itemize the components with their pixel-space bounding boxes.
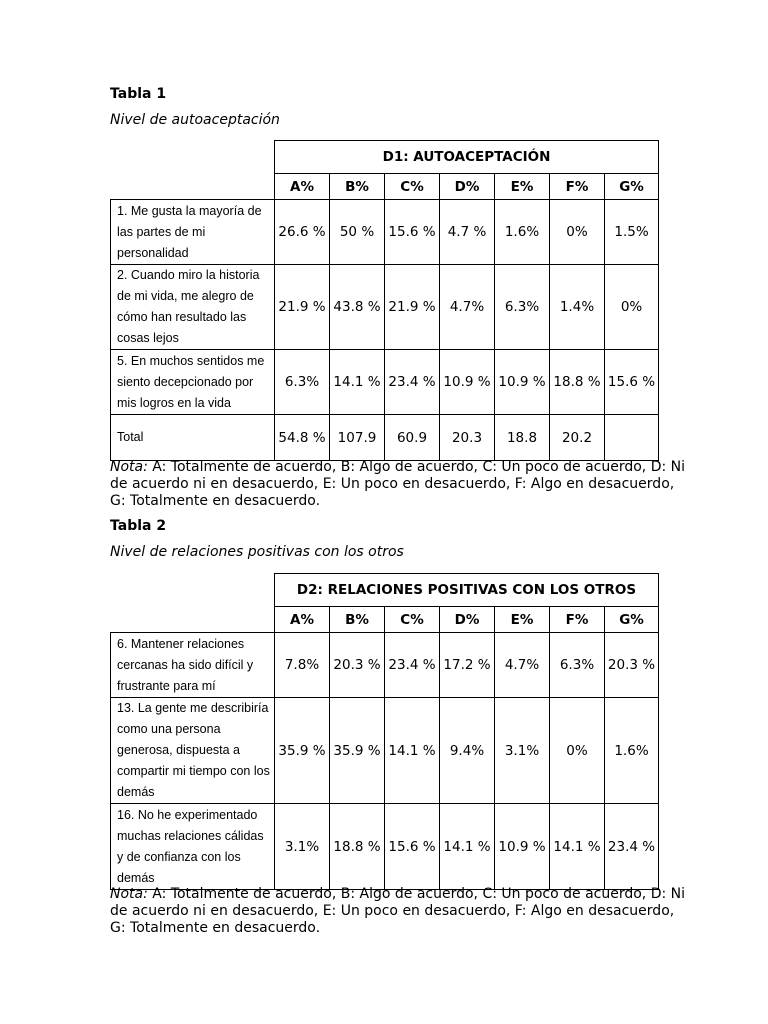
cell-value: 6.3%: [550, 633, 605, 698]
cell-value: 60.9: [385, 415, 440, 461]
cell-value: 10.9 %: [440, 350, 495, 415]
cell-value: 1.6%: [605, 698, 659, 804]
cell-value: 3.1%: [275, 804, 330, 890]
cell-value: 0%: [550, 698, 605, 804]
cell-value: 4.7%: [495, 633, 550, 698]
table2-dimension-header: D2: RELACIONES POSITIVAS CON LOS OTROS: [275, 574, 659, 607]
cell-value: 18.8 %: [330, 804, 385, 890]
cell-value: 6.3%: [495, 265, 550, 350]
note-text: A: Totalmente de acuerdo, B: Algo de acuerdo, C: Un poco de acuerdo, D: Ni de acuerdo ni en desacuerdo, E: Un poco en desacuerdo, F: Algo en desacuerdo, G: Totalmente en desacuerdo.: [110, 886, 686, 936]
table1-col-header: E%: [495, 174, 550, 200]
table2-subtitle: Nivel de relaciones positivas con los otros: [110, 544, 404, 560]
cell-value: 0%: [605, 265, 659, 350]
cell-value: 14.1 %: [385, 698, 440, 804]
table2-col-header: F%: [550, 607, 605, 633]
cell-value: 43.8 %: [330, 265, 385, 350]
cell-value: 1.4%: [550, 265, 605, 350]
cell-value: 15.6 %: [385, 804, 440, 890]
table1-subtitle: Nivel de autoaceptación: [110, 112, 280, 128]
cell-value: 18.8 %: [550, 350, 605, 415]
cell-value: 14.1 %: [440, 804, 495, 890]
note-label: Nota:: [110, 886, 148, 902]
row-item-text: 13. La gente me describiría como una persona generosa, dispuesta a compartir mi tiempo con los demás: [111, 698, 275, 804]
cell-value: 15.6 %: [605, 350, 659, 415]
table-row: [111, 265, 659, 350]
cell-value: 1.6%: [495, 200, 550, 265]
table1-col-header: B%: [330, 174, 385, 200]
cell-value: 1.5%: [605, 200, 659, 265]
cell-value: 20.2: [550, 415, 605, 461]
table2-col-header: A%: [275, 607, 330, 633]
table2-col-header: E%: [495, 607, 550, 633]
table1-col-header: D%: [440, 174, 495, 200]
table1-dimension-header: D1: AUTOACEPTACIÓN: [275, 141, 659, 174]
table1-col-header: F%: [550, 174, 605, 200]
table-row: [111, 350, 659, 415]
cell-value: 7.8%: [275, 633, 330, 698]
table2-col-header: D%: [440, 607, 495, 633]
cell-value: 6.3%: [275, 350, 330, 415]
cell-value: 23.4 %: [605, 804, 659, 890]
cell-value: 14.1 %: [550, 804, 605, 890]
row-item-text: 6. Mantener relaciones cercanas ha sido difícil y frustrante para mí: [111, 633, 275, 698]
table1-col-header: C%: [385, 174, 440, 200]
table1-col-header: A%: [275, 174, 330, 200]
cell-value: [605, 415, 659, 461]
table-row: [111, 804, 659, 890]
table2-col-header: B%: [330, 607, 385, 633]
table2-col-header: G%: [605, 607, 659, 633]
cell-value: 10.9 %: [495, 804, 550, 890]
note-text: A: Totalmente de acuerdo, B: Algo de acuerdo, C: Un poco de acuerdo, D: Ni de acuerdo ni en desacuerdo, E: Un poco en desacuerdo, F: Algo en desacuerdo, G: Totalmente en desacuerdo.: [110, 459, 686, 509]
cell-value: 17.2 %: [440, 633, 495, 698]
cell-value: 14.1 %: [330, 350, 385, 415]
cell-value: 21.9 %: [385, 265, 440, 350]
cell-value: 9.4%: [440, 698, 495, 804]
cell-value: 20.3 %: [330, 633, 385, 698]
cell-value: 20.3: [440, 415, 495, 461]
table-row-total: [111, 415, 659, 461]
table2-label: Tabla 2: [110, 518, 167, 534]
row-item-text: Total: [111, 415, 275, 461]
cell-value: 23.4 %: [385, 633, 440, 698]
table1-note: [110, 459, 690, 510]
table2-col-header: C%: [385, 607, 440, 633]
cell-value: 0%: [550, 200, 605, 265]
table-row: [111, 698, 659, 804]
cell-value: 15.6 %: [385, 200, 440, 265]
cell-value: 18.8: [495, 415, 550, 461]
cell-value: 50 %: [330, 200, 385, 265]
table1-label: Tabla 1: [110, 86, 167, 102]
note-label: Nota:: [110, 459, 148, 475]
cell-value: 35.9 %: [330, 698, 385, 804]
cell-value: 54.8 %: [275, 415, 330, 461]
cell-value: 107.9: [330, 415, 385, 461]
cell-value: 4.7%: [440, 265, 495, 350]
cell-value: 4.7 %: [440, 200, 495, 265]
row-item-text: 16. No he experimentado muchas relaciones cálidas y de confianza con los demás: [111, 804, 275, 890]
table2: [110, 573, 659, 890]
table2-note: [110, 886, 690, 937]
table2-corner: [111, 574, 275, 607]
cell-value: 23.4 %: [385, 350, 440, 415]
cell-value: 3.1%: [495, 698, 550, 804]
table-row: [111, 633, 659, 698]
table1: [110, 140, 659, 461]
cell-value: 10.9 %: [495, 350, 550, 415]
cell-value: 21.9 %: [275, 265, 330, 350]
row-item-text: 5. En muchos sentidos me siento decepcionado por mis logros en la vida: [111, 350, 275, 415]
cell-value: 20.3 %: [605, 633, 659, 698]
table-row: [111, 200, 659, 265]
table1-col-header: G%: [605, 174, 659, 200]
row-item-text: 2. Cuando miro la historia de mi vida, me alegro de cómo han resultado las cosas lejos: [111, 265, 275, 350]
cell-value: 26.6 %: [275, 200, 330, 265]
row-item-text: 1. Me gusta la mayoría de las partes de mi personalidad: [111, 200, 275, 265]
cell-value: 35.9 %: [275, 698, 330, 804]
table1-corner: [111, 141, 275, 174]
